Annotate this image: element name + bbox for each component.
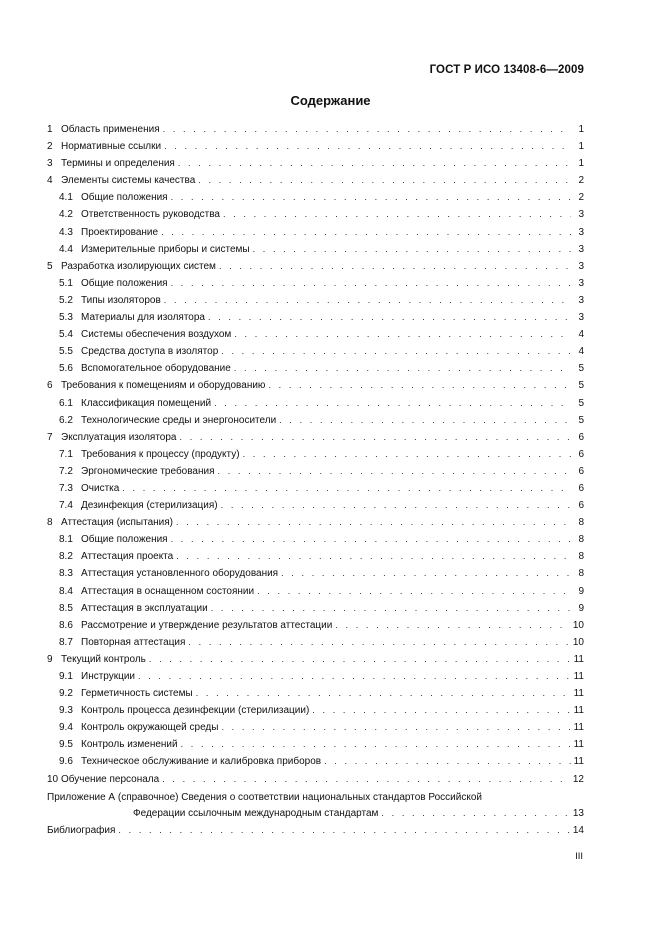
toc-entry[interactable] xyxy=(47,189,584,206)
toc-entry-text: Общие положения xyxy=(81,277,168,289)
toc-entry-page: 2 xyxy=(578,192,584,204)
toc-entry-page: 3 xyxy=(578,312,584,324)
toc-entry-page: 11 xyxy=(573,722,584,734)
toc-entry-number: 4.2 xyxy=(59,209,73,221)
leader-dots xyxy=(324,753,571,770)
toc-entry-number: 5 xyxy=(47,260,53,272)
toc-entry[interactable] xyxy=(47,736,584,753)
toc-entry-number: 4.1 xyxy=(59,192,73,204)
leader-dots xyxy=(335,617,570,634)
toc-entry-page: 6 xyxy=(578,465,584,477)
toc-entry-page: 9 xyxy=(578,602,584,614)
toc-entry-number: 6.1 xyxy=(59,397,73,409)
toc-entry-page: 6 xyxy=(578,500,584,512)
toc-entry-number: 7 xyxy=(47,431,53,443)
leader-dots xyxy=(164,138,571,155)
leader-dots xyxy=(188,634,569,651)
toc-entry-text: Повторная аттестация xyxy=(81,636,186,648)
leader-dots xyxy=(163,121,571,138)
toc-entry-page: 3 xyxy=(578,226,584,238)
toc-entry-number: 9.1 xyxy=(59,671,73,682)
toc-entry-number: 7.3 xyxy=(59,482,73,494)
toc-entry-page: 12 xyxy=(572,773,584,785)
toc-entry-number: 5.1 xyxy=(59,277,73,289)
toc-entry-text: Классификация помещений xyxy=(81,397,212,409)
leader-dots xyxy=(268,377,571,394)
toc-entry-number: 9.3 xyxy=(59,705,73,717)
toc-entry-page: 11 xyxy=(573,671,584,682)
toc-entry-number: 6.2 xyxy=(59,414,73,426)
leader-dots xyxy=(181,736,571,753)
toc-entry-text: Системы обеспечения воздухом xyxy=(81,329,232,341)
toc-entry-page: 11 xyxy=(573,756,584,768)
toc-entry-text: Эргономические требования xyxy=(81,465,215,477)
toc-entry-text: Ответственность руководства xyxy=(81,209,220,221)
leader-dots xyxy=(381,805,569,822)
page-number: III xyxy=(575,851,583,862)
toc-entry-page: 6 xyxy=(578,431,584,443)
appendix-title-line1: Приложение А (справочное) Сведения о соответствии национальных стандартов Российской xyxy=(47,791,482,803)
toc-entry-number: 8.6 xyxy=(59,619,73,631)
toc-entry-number: 9.5 xyxy=(59,739,73,751)
toc-entry-page: 5 xyxy=(578,397,584,409)
toc-entry-number: 10 xyxy=(47,773,59,785)
toc-entry-page: 6 xyxy=(578,482,584,494)
toc-entry-text: Аттестация в оснащенном состоянии xyxy=(81,585,255,597)
toc-entry-number: 7.2 xyxy=(59,465,73,477)
toc-entry[interactable] xyxy=(47,771,584,788)
toc-entry[interactable] xyxy=(47,309,584,326)
leader-dots xyxy=(176,548,571,565)
toc-entry[interactable] xyxy=(47,138,584,155)
toc-appendix-entry[interactable] xyxy=(47,790,584,822)
toc-entry[interactable] xyxy=(47,224,584,241)
toc-entry-number: 8.1 xyxy=(59,534,73,546)
toc-entry-page: 3 xyxy=(578,277,584,289)
toc-entry-text: Аттестация в эксплуатации xyxy=(81,602,208,614)
leader-dots xyxy=(257,583,571,600)
toc-entry-number: 7.1 xyxy=(59,448,73,460)
toc-entry-number: 4.4 xyxy=(59,243,73,255)
toc-entry-page: 2 xyxy=(578,175,584,187)
toc-entry-number: 5.3 xyxy=(59,312,73,324)
toc-entry-text: Вспомогательное оборудование xyxy=(81,363,231,375)
toc-entry-text: Аттестация установленного оборудования xyxy=(81,568,279,580)
toc-entry-page: 11 xyxy=(573,653,584,665)
toc-entry[interactable] xyxy=(47,343,584,360)
toc-entry-number: 9.4 xyxy=(59,722,73,734)
leader-dots xyxy=(253,241,571,258)
toc-entry-page: 11 xyxy=(573,739,584,751)
leader-dots xyxy=(176,514,571,531)
toc-entry-number: 6 xyxy=(47,380,53,392)
toc-entry-number: 8.5 xyxy=(59,602,73,614)
toc-entry-page: 11 xyxy=(573,688,584,700)
toc-entry[interactable] xyxy=(47,395,584,412)
toc-entry-number: 5.6 xyxy=(59,363,73,375)
toc-entry-page: 4 xyxy=(578,329,584,341)
toc-entry[interactable] xyxy=(47,531,584,548)
toc-entry[interactable] xyxy=(47,514,584,531)
toc-entry-text: Материалы для изолятора xyxy=(81,312,205,324)
toc-entry-page: 3 xyxy=(578,209,584,221)
toc-entry-number: 9.6 xyxy=(59,756,73,768)
appendix-title-line2: Федерации ссылочным международным стандартам xyxy=(133,807,379,819)
toc-entries xyxy=(47,121,584,788)
toc-entry-page: 1 xyxy=(578,158,584,170)
toc-entry-text: Техническое обслуживание и калибровка приборов xyxy=(81,756,322,768)
leader-dots xyxy=(171,531,571,548)
toc-entry[interactable] xyxy=(47,651,584,668)
toc-entry-text: Типы изоляторов xyxy=(81,294,161,306)
leader-dots xyxy=(214,395,571,412)
toc-entry-text: Требования к помещениям и оборудованию xyxy=(61,380,266,392)
toc-entry[interactable] xyxy=(47,617,584,634)
toc-entry[interactable] xyxy=(47,583,584,600)
toc-entry[interactable] xyxy=(47,292,584,309)
toc-entry-number: 8.4 xyxy=(59,585,73,597)
toc-entry[interactable] xyxy=(47,275,584,292)
toc-entry-text: Область применения xyxy=(61,124,160,135)
leader-dots xyxy=(221,343,571,360)
toc-entry-page: 11 xyxy=(573,705,584,717)
toc-entry-text: Технологические среды и энергоносители xyxy=(81,414,277,426)
toc-entry-number: 5.2 xyxy=(59,294,73,306)
toc-entry-text: Термины и определения xyxy=(61,158,175,170)
toc-entry-text: Общие положения xyxy=(81,534,168,546)
toc-entry[interactable] xyxy=(47,258,584,275)
toc-entry-text: Дезинфекция (стерилизация) xyxy=(81,500,218,512)
appendix-title-line2-row xyxy=(47,805,584,822)
leader-dots xyxy=(223,206,571,223)
leader-dots xyxy=(138,668,571,685)
leader-dots xyxy=(178,155,571,172)
toc-entry-number: 4.3 xyxy=(59,226,73,238)
leader-dots xyxy=(208,309,571,326)
leader-dots xyxy=(164,292,571,309)
toc-entry-page: 8 xyxy=(578,551,584,563)
leader-dots xyxy=(243,446,571,463)
toc-entry[interactable] xyxy=(47,753,584,770)
toc-entry-number: 9 xyxy=(47,653,53,665)
leader-dots xyxy=(122,480,571,497)
toc-entry[interactable] xyxy=(47,429,584,446)
toc-entry-text: Общие положения xyxy=(81,192,168,204)
toc-entry-page: 9 xyxy=(578,585,584,597)
bibliography-page: 14 xyxy=(572,824,584,836)
leader-dots xyxy=(219,258,571,275)
toc-entry[interactable] xyxy=(47,206,584,223)
toc-entry[interactable] xyxy=(47,685,584,702)
leader-dots xyxy=(162,771,570,788)
toc-entry[interactable] xyxy=(47,600,584,617)
bibliography-text: Библиография xyxy=(47,824,116,836)
toc-entry-page: 8 xyxy=(578,517,584,529)
toc-entry-page: 6 xyxy=(578,448,584,460)
toc-entry-text: Нормативные ссылки xyxy=(61,141,162,153)
toc-entry-number: 5.5 xyxy=(59,346,73,358)
leader-dots xyxy=(198,172,571,189)
table-of-contents xyxy=(47,121,584,839)
toc-entry-page: 10 xyxy=(572,619,584,631)
toc-entry-text: Очистка xyxy=(81,482,120,494)
toc-entry-text: Текущий контроль xyxy=(61,653,146,665)
toc-entry[interactable] xyxy=(47,326,584,343)
toc-entry-page: 1 xyxy=(578,141,584,153)
toc-entry-number: 3 xyxy=(47,158,53,170)
leader-dots xyxy=(118,822,569,839)
leader-dots xyxy=(221,497,571,514)
toc-entry-text: Эксплуатация изолятора xyxy=(61,431,177,443)
toc-entry-text: Проектирование xyxy=(81,226,159,238)
toc-entry[interactable] xyxy=(47,497,584,514)
toc-entry-text: Рассмотрение и утверждение результатов аттестации xyxy=(81,619,333,631)
toc-entry[interactable] xyxy=(47,463,584,480)
toc-bibliography-entry[interactable] xyxy=(47,822,584,839)
toc-entry[interactable] xyxy=(47,548,584,565)
leader-dots xyxy=(218,463,571,480)
leader-dots xyxy=(171,275,571,292)
toc-entry-text: Контроль процесса дезинфекции (стерилизации) xyxy=(81,705,310,717)
toc-entry-page: 10 xyxy=(572,636,584,648)
leader-dots xyxy=(221,719,570,736)
toc-entry-number: 4 xyxy=(47,175,53,187)
toc-entry-text: Инструкции xyxy=(81,671,136,682)
toc-entry-number: 8.3 xyxy=(59,568,73,580)
appendix-page: 13 xyxy=(572,807,584,819)
toc-entry-text: Требования к процессу (продукту) xyxy=(81,448,240,460)
toc-entry[interactable] xyxy=(47,565,584,582)
toc-entry-text: Средства доступа в изолятор xyxy=(81,346,219,358)
toc-entry-page: 5 xyxy=(578,363,584,375)
leader-dots xyxy=(171,189,571,206)
toc-entry[interactable] xyxy=(47,480,584,497)
leader-dots xyxy=(180,429,572,446)
toc-entry-page: 3 xyxy=(578,294,584,306)
toc-entry-number: 7.4 xyxy=(59,500,73,512)
toc-entry[interactable] xyxy=(47,634,584,651)
toc-entry-number: 8 xyxy=(47,517,53,529)
toc-entry-text: Элементы системы качества xyxy=(61,175,196,187)
toc-entry-page: 8 xyxy=(578,534,584,546)
toc-entry[interactable] xyxy=(47,702,584,719)
toc-entry-page: 5 xyxy=(578,380,584,392)
toc-entry[interactable] xyxy=(47,360,584,377)
toc-entry-text: Герметичность системы xyxy=(81,688,193,700)
leader-dots xyxy=(211,600,571,617)
toc-entry[interactable] xyxy=(47,668,584,685)
leader-dots xyxy=(234,360,571,377)
standard-header: ГОСТ Р ИСО 13408-6—2009 xyxy=(429,64,584,76)
toc-entry[interactable] xyxy=(47,155,584,172)
toc-entry-number: 2 xyxy=(47,141,53,153)
toc-entry-text: Контроль изменений xyxy=(81,739,178,751)
toc-entry-number: 9.2 xyxy=(59,688,73,700)
toc-entry-page: 3 xyxy=(578,243,584,255)
toc-entry-page: 8 xyxy=(578,568,584,580)
toc-entry-text: Измерительные приборы и системы xyxy=(81,243,250,255)
leader-dots xyxy=(196,685,571,702)
toc-entry-number: 8.2 xyxy=(59,551,73,563)
leader-dots xyxy=(279,412,571,429)
toc-entry-page: 5 xyxy=(578,414,584,426)
leader-dots xyxy=(149,651,571,668)
toc-entry[interactable] xyxy=(47,377,584,394)
toc-entry[interactable] xyxy=(47,172,584,189)
toc-entry[interactable] xyxy=(47,719,584,736)
toc-entry-text: Контроль окружающей среды xyxy=(81,722,219,734)
toc-entry[interactable] xyxy=(47,121,584,138)
toc-title: Содержание xyxy=(290,93,371,108)
leader-dots xyxy=(234,326,571,343)
toc-entry-number: 8.7 xyxy=(59,636,73,648)
toc-entry[interactable] xyxy=(47,446,584,463)
leader-dots xyxy=(281,565,571,582)
toc-entry-page: 4 xyxy=(578,346,584,358)
toc-entry-page: 3 xyxy=(578,260,584,272)
toc-entry-text: Разработка изолирующих систем xyxy=(61,260,216,272)
toc-entry-text: Аттестация (испытания) xyxy=(61,517,173,529)
toc-entry-text: Обучение персонала xyxy=(61,773,160,785)
toc-entry-number: 1 xyxy=(47,124,53,135)
toc-entry-page: 1 xyxy=(578,124,584,135)
toc-entry[interactable] xyxy=(47,241,584,258)
leader-dots xyxy=(161,224,571,241)
toc-entry-text: Аттестация проекта xyxy=(81,551,174,563)
leader-dots xyxy=(312,702,570,719)
toc-entry[interactable] xyxy=(47,412,584,429)
toc-entry-number: 5.4 xyxy=(59,329,73,341)
